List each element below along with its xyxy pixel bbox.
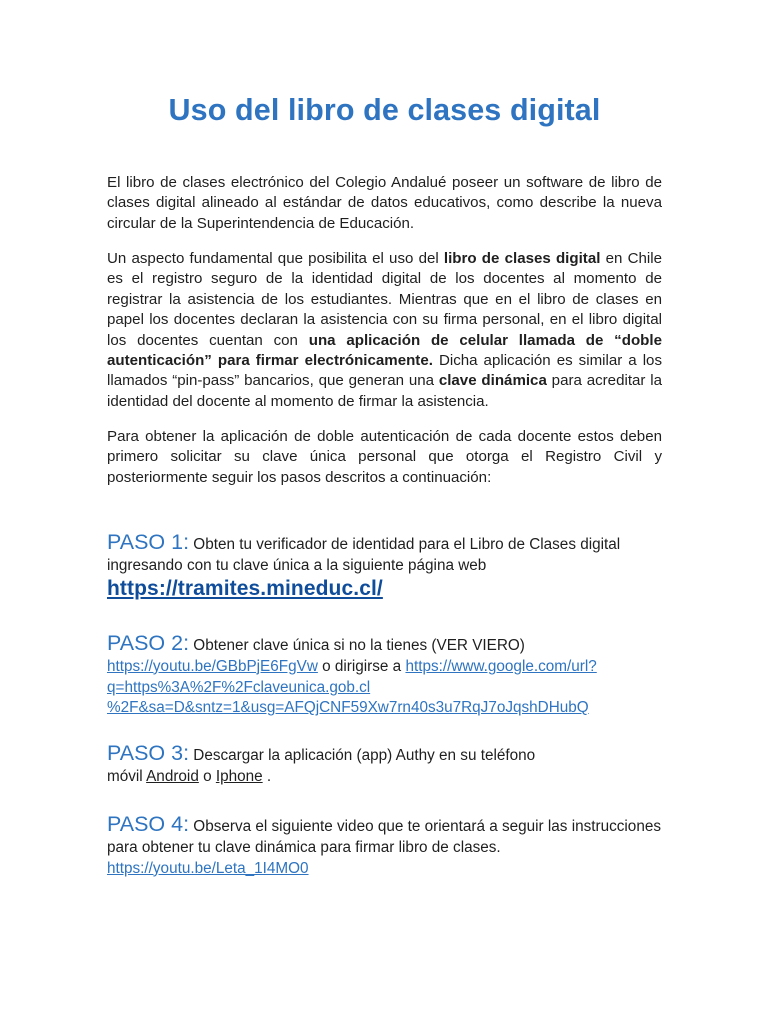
auth-bold-2: una aplicación de celular llamada de “doble autenticación” para firmar electrónicamente. [107,331,662,370]
auth-text-1: Un aspecto fundamental que posibilita el uso del [107,250,444,267]
step-3-text: Descargar la aplicación (app) Authy en su teléfono [189,747,536,764]
step-3-or: o [198,767,216,785]
google-claveunica-link-part-3[interactable]: %2F&sa=D&sntz=1&usg=AFQjCNF59Xw7rn40s3u7RqJ7oJqshDHubQ [107,699,589,717]
intro-text: El libro de clases electrónico del Colegio Andalué poseer un software de libro de clases digital alineado al estándar de datos educativos, como describe la nueva circular de la Superintendencia de Educación. [107,174,662,232]
step-1-text: Obten tu verificador de identidad para el Libro de Clases digital ingresando con tu clave única a la siguiente página web [107,536,621,574]
step-1 [107,532,667,601]
iphone-link[interactable]: Iphone [215,767,263,785]
android-link[interactable]: Android [146,767,199,785]
intro-paragraph [107,173,662,234]
step-3-label: PASO 3: [107,741,190,765]
tramites-mineduc-link[interactable]: https://tramites.mineduc.cl/ [107,576,383,600]
auth-text-3: Dicha aplicación es similar a los llamados “pin-pass” bancarios, que generan una [107,352,662,390]
step-2 [107,633,667,719]
page-title: Uso del libro de clases digital [168,93,601,127]
authentication-paragraph [107,249,662,412]
step-2-label: PASO 2: [107,631,190,655]
instructions-text: Para obtener la aplicación de doble autenticación de cada docente estos deben primero solicitar su clave única personal que otorga el Registro Civil y posteriormente seguir los pasos descritos a continuación: [107,428,662,486]
auth-text-2: en Chile es el registro seguro de la identidad digital de los docentes al momento de registrar la asistencia de los estudiantes. Mientras que en el libro de clases en papel los docentes declaran la asistencia con su firma personal, en el libro digital los docentes cuentan con [107,250,662,349]
auth-text-4: para acreditar la identidad del docente al momento de firmar la asistencia. [107,372,662,410]
step-1-label: PASO 1: [107,530,190,554]
auth-bold-3: clave dinámica [438,372,547,390]
step-3 [107,743,667,788]
instructions-paragraph [107,427,662,488]
google-claveunica-link-part-1[interactable]: https://www.google.com/url? [405,657,597,675]
youtube-clave-unica-link[interactable]: https://youtu.be/GBbPjE6FgVw [107,657,318,675]
step-4-label: PASO 4: [107,812,190,836]
step-4-text: Observa el siguiente video que te orientará a seguir las instrucciones para obtener tu clave dinámica para firmar libro de clases. [107,818,661,856]
step-2-text: Obtener clave única si no la tienes (VER VIERO) [189,637,525,654]
step-4 [107,814,667,879]
step-3-text-2: móvil [107,767,147,785]
step-3-end: . [262,767,272,785]
google-claveunica-link-part-2[interactable]: q=https%3A%2F%2Fclaveunica.gob.cl [107,678,371,696]
auth-bold-1: libro de clases digital [443,250,601,267]
youtube-instructions-link[interactable]: https://youtu.be/Leta_1I4MO0 [107,859,309,877]
step-2-or-text: o dirigirse a [317,657,406,675]
